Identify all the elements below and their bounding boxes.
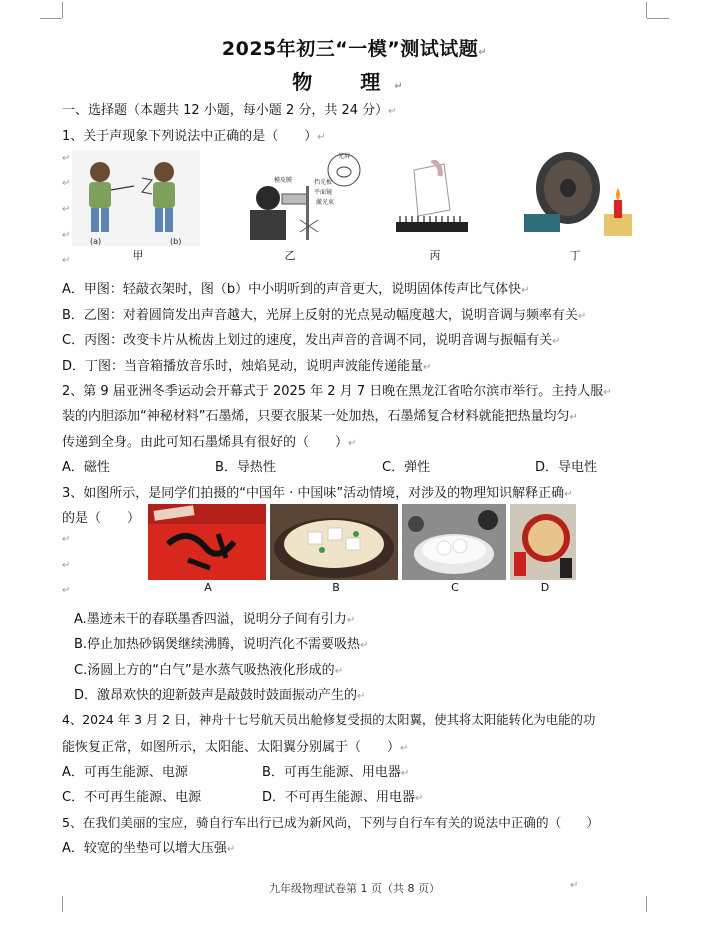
q1-option-a: A．甲图：轻敲衣架时，图（b）中小明听到的声音更大，说明固体传声比气体快↵ [62,282,530,297]
para-mark: ↵ [62,560,71,571]
fig-label-laser: 激光束 [316,199,335,206]
q5-line-1: 5、在我们美丽的宝应，骑自行车出行已成为新风尚，下列与自行车有关的说法中正确的（ ） [62,815,599,830]
q1-option-d: D．丁图：当音箱播放音乐时，烛焰晃动，说明声波能传递能量↵ [62,359,432,374]
q1-cap-yi: 乙 [284,249,296,262]
para-mark: ↵ [62,585,71,596]
q1-stem: 1、关于声现象下列说法中正确的是（ ）↵ [62,129,326,144]
q3-line-2: 的是（ ） [62,511,141,526]
q5-option-a: A．较宽的坐垫可以增大压强↵ [62,841,236,856]
crop-mark-br-v [646,896,647,912]
q3-cap-d: D [540,581,550,594]
q2-option-a: A．磁性 [62,460,110,475]
q1-figure-ding [520,148,638,240]
q4-option-b: B．可再生能源、用电器↵ [262,765,410,780]
fig-sub-b: (b) [170,237,182,246]
q4-line-2: 能恢复正常，如图所示，太阳能、太阳翼分别属于（ ）↵ [62,740,409,755]
q3-option-d: D．激昂欢快的迎新鼓声是敲鼓时鼓面振动产生的↵ [74,688,366,703]
fig-label-screen: 光屏 [338,153,351,160]
para-mark: ↵ [62,153,71,164]
q3-figure-a [148,504,266,580]
crop-mark-bl-v [62,896,63,912]
q1-option-c: C．丙图：改变卡片从梳齿上划过的速度，发出声音的音调不同，说明音调与振幅有关↵ [62,333,561,348]
q2-line-2: 装的内胆添加“神秘材料”石墨烯，只要衣服某一处加热，石墨烯复合材料就能把热量均匀↵ [62,409,578,424]
q1-cap-jia: 甲 [132,249,144,262]
q3-cap-b: B [332,581,340,594]
para-mark: ↵ [570,880,579,891]
fig-sub-a: (a) [90,237,102,246]
page-footer: 九年级物理试卷第 1 页（共 8 页） [269,882,440,895]
para-mark: ↵ [62,255,71,266]
q1-figure-yi [240,150,375,240]
q1-figure-jia [72,150,200,246]
q4-option-c: C．不可再生能源、电源 [62,790,202,805]
q1-cap-bing: 丙 [429,249,441,262]
q2-line-3: 传递到全身。由此可知石墨烯具有很好的（ ）↵ [62,435,357,450]
para-mark: ↵ [62,204,71,215]
q3-option-b: B.停止加热砂锅煲继续沸腾，说明汽化不需要吸热↵ [74,637,369,652]
crop-mark-tr-h [647,18,669,19]
q3-line-1: 3、如图所示，是同学们拍摄的“中国年 · 中国味”活动情境，对涉及的物理知识解释正确↵ [62,486,573,501]
q4-line-1: 4、2024 年 3 月 2 日，神舟十七号航天员出舱修复受损的太阳翼，使其将太阳能转化为电能的功 [62,712,596,727]
q3-cap-a: A [204,581,212,594]
q3-figure-c [402,504,506,580]
q3-cap-c: C [451,581,459,594]
q3-option-a: A.墨迹未干的春联墨香四溢，说明分子间有引力↵ [74,612,356,627]
para-mark: ↵ [62,534,71,545]
q3-figure-d [510,504,576,580]
q1-figure-bing [392,160,472,240]
fig-label-mirror: 平面镜 [314,189,333,196]
q2-line-1: 2、第 9 届亚洲冬季运动会开幕式于 2025 年 2 月 7 日晚在黑龙江省哈尔滨市举行。主持人服↵ [62,384,612,399]
crop-mark-tl-v [62,2,63,18]
q2-option-c: C．弹性 [382,460,431,475]
fig-label-membrane: 模皮膜 [274,177,293,184]
crop-mark-tr-v [646,2,647,18]
q3-figure-b [270,504,398,580]
q2-option-b: B．导热性 [215,460,276,475]
q4-option-a: A．可再生能源、电源 [62,765,188,780]
q2-option-d: D．导电性 [535,460,598,475]
subject-title: 物 理↵ [292,70,417,94]
q1-cap-ding: 丁 [569,249,581,262]
section-heading: 一、选择题（本题共 12 小题，每小题 2 分，共 24 分）↵ [62,103,397,118]
page-title: 2025年初三“一模”测试试题↵ [221,38,488,60]
fig-label-shield: 挡光板 [314,179,333,186]
para-mark: ↵ [62,178,71,189]
q1-option-b: B．乙图：对着圆筒发出声音越大，光屏上反射的光点晃动幅度越大，说明音调与频率有关↵ [62,308,587,323]
crop-mark-tl-h [40,18,62,19]
q4-option-d: D．不可再生能源、用电器↵ [262,790,424,805]
para-mark: ↵ [62,230,71,241]
q3-option-c: C.汤圆上方的“白气”是水蒸气吸热液化形成的↵ [74,663,344,678]
